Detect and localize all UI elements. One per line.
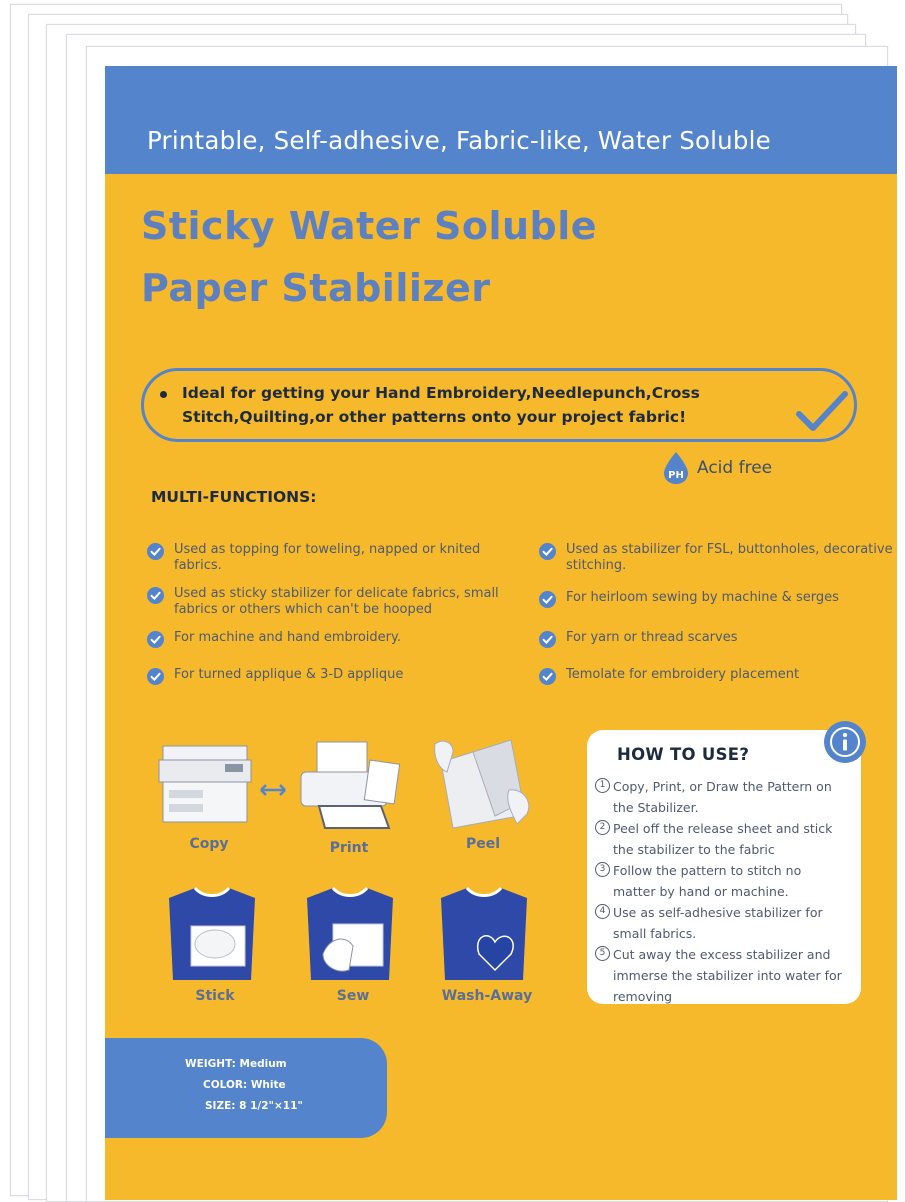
tagline: Printable, Self-adhesive, Fabric-like, Water Soluble — [147, 126, 771, 155]
check-icon — [795, 388, 849, 434]
peel-icon — [423, 732, 543, 832]
feature-text: Used as stabilizer for FSL, buttonholes, decorative stitching. — [566, 542, 893, 573]
svg-text:PH: PH — [668, 470, 684, 481]
spec-size: SIZE: 8 1/2"×11" — [205, 1100, 303, 1112]
shirt-icon — [427, 884, 547, 984]
shirt-icon — [293, 884, 413, 984]
info-icon — [823, 720, 867, 764]
spec-color: COLOR: White — [203, 1079, 286, 1091]
bullet-dot — [160, 391, 167, 398]
feature-text: Used as topping for toweling, napped or knited fabrics. — [174, 542, 481, 573]
ideal-text: Ideal for getting your Hand Embroidery,Needlepunch,Cross Stitch,Quilting,or other patterns onto your project fabric! — [182, 384, 700, 426]
step-label: Sew — [336, 988, 370, 1004]
step-stick — [155, 884, 275, 1014]
acid-free-label: Acid free — [697, 458, 773, 478]
bullet-check-icon — [539, 631, 556, 648]
bullet-check-icon — [147, 543, 164, 560]
how-to-use-title: HOW TO USE? — [617, 745, 750, 764]
step-label: Peel — [465, 836, 501, 852]
feature-text: Temolate for embroidery placement — [566, 667, 800, 682]
step-text: Follow the pattern to stitch no matter by hand or machine. — [613, 863, 802, 899]
product-cover — [105, 66, 897, 1200]
step-copy — [149, 732, 269, 862]
bullet-check-icon — [539, 591, 556, 608]
feature-text: Used as sticky stabilizer for delicate fabrics, small fabrics or others which can't be hooped — [174, 586, 499, 617]
step-number: 4 — [595, 904, 610, 919]
header-band — [105, 66, 897, 174]
title-line-2: Paper Stabilizer — [141, 266, 491, 310]
step-number: 5 — [595, 946, 610, 961]
printer-icon — [289, 736, 409, 836]
ph-drop-icon — [660, 450, 692, 486]
ideal-callout — [141, 368, 857, 442]
step-peel — [423, 732, 543, 862]
feature-text: For machine and hand embroidery. — [174, 630, 401, 645]
step-sew — [293, 884, 413, 1014]
step-text: Peel off the release sheet and stick the stabilizer to the fabric — [613, 821, 833, 857]
swap-arrow-icon — [259, 783, 287, 797]
step-number: 1 — [595, 778, 610, 793]
step-label: Copy — [189, 836, 229, 852]
bullet-check-icon — [539, 543, 556, 560]
acid-free-badge — [660, 450, 810, 486]
step-label: Print — [329, 840, 369, 856]
step-text: Cut away the excess stabilizer and immerse the stabilizer into water for removing — [613, 947, 842, 1004]
spec-tab — [105, 1038, 387, 1138]
feature-text: For yarn or thread scarves — [566, 630, 738, 645]
bullet-check-icon — [147, 631, 164, 648]
step-text: Use as self-adhesive stabilizer for small fabrics. — [613, 905, 823, 941]
multi-functions-title: MULTI-FUNCTIONS: — [151, 488, 317, 506]
step-label: Stick — [195, 988, 235, 1004]
bullet-check-icon — [147, 668, 164, 685]
bullet-check-icon — [539, 668, 556, 685]
title-line-1: Sticky Water Soluble — [141, 204, 598, 248]
step-text: Copy, Print, or Draw the Pattern on the Stabilizer. — [613, 779, 832, 815]
step-label: Wash-Away — [441, 988, 533, 1004]
step-wash-away — [427, 884, 547, 1014]
feature-text: For turned applique & 3-D applique — [174, 667, 404, 682]
step-number: 3 — [595, 862, 610, 877]
step-number: 2 — [595, 820, 610, 835]
step-print — [289, 736, 409, 866]
feature-text: For heirloom sewing by machine & serges — [566, 590, 839, 605]
spec-weight: WEIGHT: Medium — [185, 1058, 287, 1070]
copier-icon — [149, 732, 269, 832]
bullet-check-icon — [147, 587, 164, 604]
shirt-icon — [155, 884, 275, 984]
how-to-use-panel — [587, 730, 861, 1004]
